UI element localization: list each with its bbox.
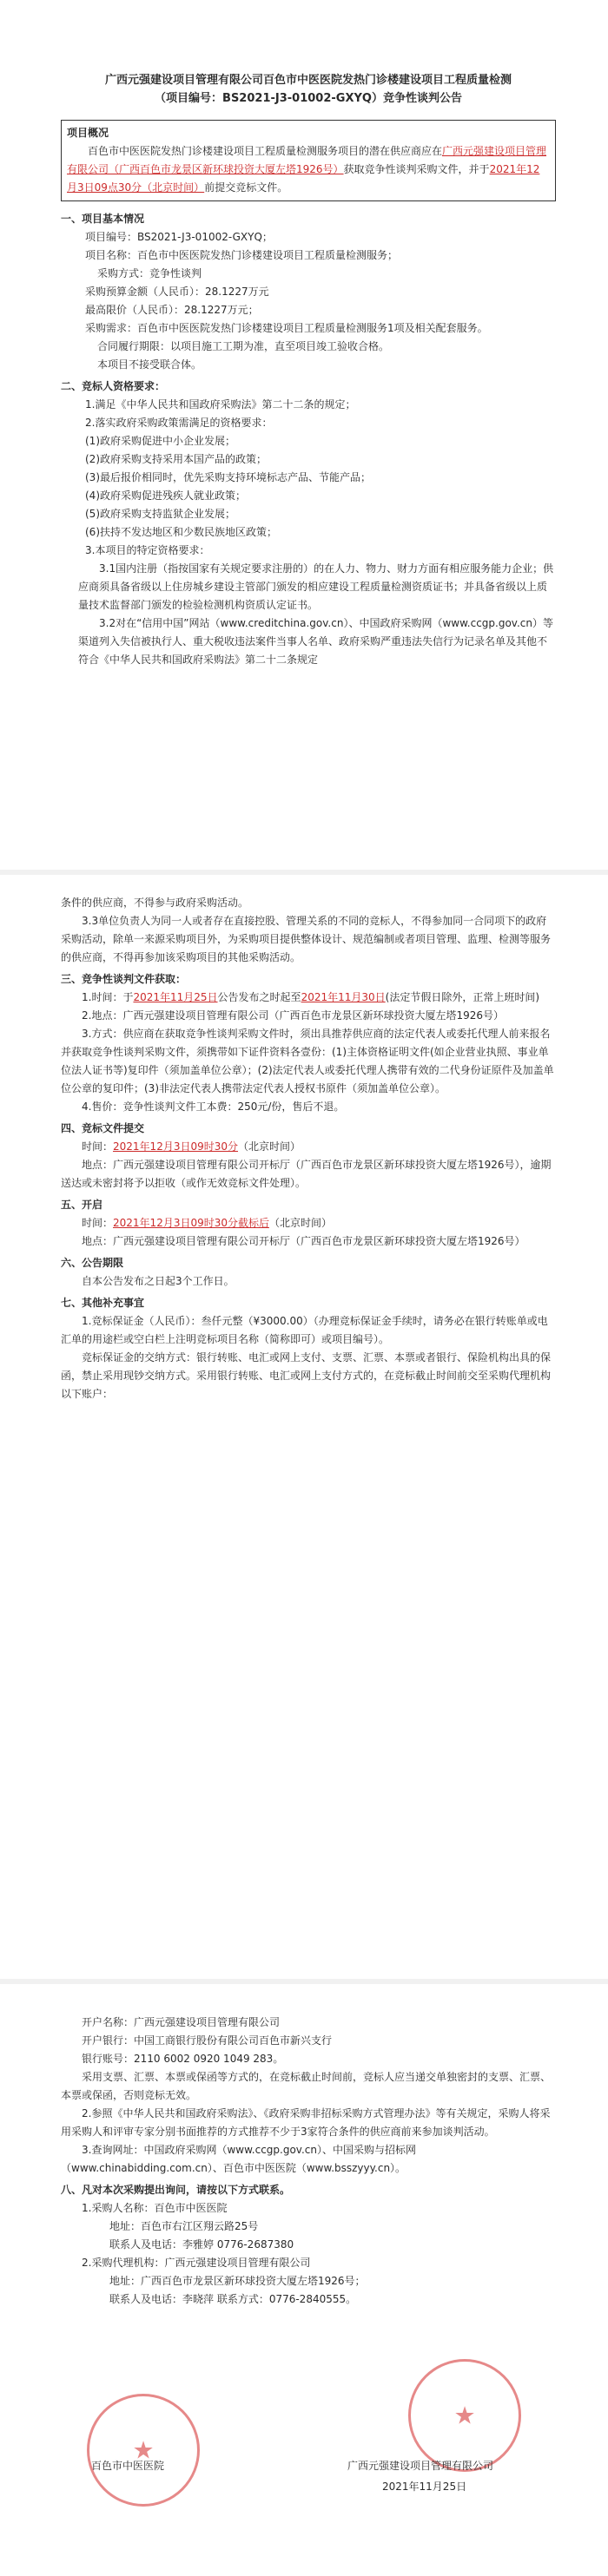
bank-name: 开户银行：中国工商银行股份有限公司百色市新兴支行 (82, 2034, 333, 2047)
sec1-line: 项目名称：百色市中医医院发热门诊楼建设项目工程质量检测服务； (85, 249, 399, 261)
sec3-heading: 三、竞争性谈判文件获取： (61, 973, 187, 985)
sec1-line: 合同履行期限：以项目施工工期为准，直至项目竣工验收合格。 (97, 340, 390, 352)
sec2-line: 1.满足《中华人民共和国政府采购法》第二十二条的规定； (85, 398, 356, 411)
sec4-time-post: （北京时间） (238, 1140, 301, 1153)
sec2-line: 3.本项目的特定资格要求： (85, 544, 210, 556)
overview-box (61, 120, 556, 201)
sec3-time-post: (法定节假日除外，正常上班时间) (385, 991, 540, 1003)
sec2-line: (1)政府采购促进中小企业发展； (85, 435, 235, 447)
signature-date: 2021年11月25日 (382, 2481, 467, 2493)
page-3 (0, 1988, 608, 2576)
continued-text: 条件的供应商，不得参与政府采购活动。 (61, 897, 249, 909)
seal-star-icon: ★ (132, 2435, 155, 2465)
buyer-name: 1.采购人名称：百色市中医医院 (82, 2202, 228, 2214)
sec1-line: 采购预算金额（人民币）：28.1227万元 (85, 286, 269, 298)
sec3-time-mid: 公告发布之时起至 (217, 991, 301, 1003)
sec5-heading: 五、开启 (61, 1199, 103, 1211)
sec4-place: 地点：广西元强建设项目管理有限公司开标厅（广西百色市龙景区新环球投资大厦左塔1926号），逾期送达或未密封将予以拒收（或作无效竞标文件处理）。 (61, 1159, 552, 1189)
sec2-line: 2.落实政府采购政策需满足的资格要求： (85, 417, 273, 429)
buyer-contact: 联系人及电话：李雅婷 0776-2687380 (109, 2238, 294, 2251)
signature-buyer: 百色市中医医院 (91, 2460, 165, 2472)
sec5-place: 地点：广西元强建设项目管理有限公司开标厅（广西百色市龙景区新环球投资大厦左塔1926号） (82, 1235, 525, 1247)
page-2-content (61, 894, 556, 1403)
sec1-heading: 一、项目基本情况 (61, 213, 145, 225)
sec1-line: 最高限价（人民币）：28.1227万元； (85, 304, 259, 316)
page-1 (0, 0, 608, 868)
sec3-place: 2.地点：广西元强建设项目管理有限公司（广西百色市龙景区新环球投资大厦左塔1926号） (82, 1009, 504, 1022)
sec5-time (61, 1214, 556, 1232)
sec3-time-pre: 1.时间：于 (82, 991, 134, 1003)
page-2 (0, 877, 608, 1970)
agent-address: 地址：广西百色市龙景区新环球投资大厦左塔1926号； (109, 2275, 366, 2287)
sec5-time-value: 2021年12月3日09时30分截标后 (113, 1217, 269, 1229)
sec3-method: 3.方式：供应商在获取竞争性谈判采购文件时，须出具推荐供应商的法定代表人或委托代理人前来报名并获取竞争性谈判采购文件，须携带如下证件资料各壹份：(1)主体资格证明文件(如企业营业执照、事业单位法人证书等)复印件（须加盖单位公章）；(2)法定代表人或委托代理人携带有效的二代身份证原件及加盖单位公章的复印件；(3)非法定代表人携带法定代表人授权书原件（须加盖单位公章）。 (61, 1028, 554, 1094)
sec2-line: (4)政府采购促进残疾人就业政策； (85, 490, 246, 502)
doc-title-line2: （项目编号：BS2021-J3-01002-GXYQ）竞争性谈判公告 (155, 92, 462, 105)
buyer-address: 地址：百色市右江区翔云路25号 (109, 2220, 259, 2232)
sec7-deposit: 1.竞标保证金（人民币）：叁仟元整（¥3000.00）（办理竞标保证金手续时，请务必在银行转账单或电汇单的用途栏或空白栏上注明竞标项目名称（简称即可）或项目编号）。 (61, 1315, 548, 1345)
overview-company-link[interactable]: 广西元强建设项目管理有限公司（广西百色市龙景区新环球投资大厦左塔1926号） (67, 145, 547, 175)
buyer-seal (87, 2394, 200, 2507)
account-number: 银行账号：2110 6002 0920 1049 283。 (82, 2053, 284, 2065)
overview-label: 项目概况 (67, 127, 109, 139)
agent-name: 2.采购代理机构：广西元强建设项目管理有限公司 (82, 2257, 311, 2269)
page-separator (0, 1979, 608, 1984)
seal-star-icon: ★ (453, 2401, 476, 2430)
sec2-line: (5)政府采购支持监狱企业发展； (85, 508, 235, 520)
sec2-line: (6)扶持不发达地区和少数民族地区政策； (85, 526, 277, 538)
doc-title-line1: 广西元强建设项目管理有限公司百色市中医医院发热门诊楼建设项目工程质量检测 (104, 74, 512, 87)
sec2-line: (2)政府采购支持采用本国产品的政策； (85, 453, 267, 465)
sec1-line: 采购需求：百色市中医医院发热门诊楼建设项目工程质量检测服务1项及相关配套服务。 (85, 322, 488, 334)
agent-contact: 联系人及电话：李晓萍 联系方式：0776-2840555。 (109, 2293, 357, 2305)
page-3-content (61, 2014, 556, 2309)
sec2-heading: 二、竞标人资格要求： (61, 380, 166, 392)
sec1-line: 采购方式：竞争性谈判 (97, 267, 202, 279)
sec2-line: 3.1国内注册（指按国家有关规定要求注册的）的在人力、物力、财力方面有相应服务能力企业；供应商须具备省级以上住房城乡建设主管部门颁发的相应建设工程质量检测资质证书；并具备省级以上质量技术监督部门颁发的检验检测机构资质认定证书。 (78, 562, 554, 611)
sec8-heading: 八、凡对本次采购提出询问，请按以下方式联系。 (61, 2184, 291, 2196)
sec4-time-value: 2021年12月3日09时30分 (113, 1140, 238, 1153)
overview-text (67, 142, 550, 197)
account-name: 开户名称：广西元强建设项目管理有限公司 (82, 2016, 281, 2028)
signature-agent: 广西元强建设项目管理有限公司 (347, 2460, 494, 2472)
sec3-time-end: 2021年11月30日 (301, 991, 386, 1003)
agent-seal (408, 2359, 521, 2472)
sec3-time-start: 2021年11月25日 (133, 991, 218, 1003)
sec4-time (61, 1138, 556, 1156)
sec2-line: 3.2对在“信用中国”网站（www.creditchina.gov.cn）、中国政府采购网（www.ccgp.gov.cn）等渠道列入失信被执行人、重大税收违法案件当事人名单、政府采购严重违法失信行为记录名单及其他不符合《中华人民共和国政府采购法》第二十二条规定 (78, 617, 553, 666)
sec2-extra: 3.3单位负责人为同一人或者存在直接控股、管理关系的不同的竞标人，不得参加同一合同项下的政府采购活动，除单一来源采购项目外，为采购项目提供整体设计、规范编制或者项目管理、监理、检测等服务的供应商，不得再参加该采购项目的其他采购活动。 (61, 915, 552, 963)
other-forms: 采用支票、汇票、本票或保函等方式的，在竞标截止时间前，竞标人应当递交单独密封的支票、汇票、本票或保函，否则竞标无效。 (61, 2071, 552, 2101)
media-sites: 3.查询网址：中国政府采购网（www.ccgp.gov.cn）、中国采购与招标网（www.chinabidding.com.cn）、百色市中医医院（www.bsszyyy.cn）。 (61, 2144, 416, 2174)
sec5-time-pre: 时间： (82, 1217, 114, 1229)
sec4-heading: 四、竞标文件提交 (61, 1122, 145, 1134)
sec3-price: 4.售价：竞争性谈判文件工本费：250元/份，售后不退。 (82, 1101, 345, 1113)
sec7-heading: 七、其他补充事宜 (61, 1297, 145, 1309)
overview-text-b: 获取竞争性谈判采购文件，并于 (343, 163, 490, 175)
sec1-line: 本项目不接受联合体。 (97, 358, 202, 371)
overview-text-c: 前提交竞标文件。 (204, 181, 288, 194)
method-note: 2.参照《中华人民共和国政府采购法》、《政府采购非招标采购方式管理办法》等有关规定，采购人将采用采购人和评审专家分别书面推荐的方式推荐不少于3家符合条件的供应商前来参加谈判活动。 (61, 2107, 551, 2138)
sec1-line: 项目编号：BS2021-J3-01002-GXYQ； (85, 231, 273, 243)
page-separator (0, 870, 608, 875)
sec4-time-pre: 时间： (82, 1140, 114, 1153)
sec7-form: 竞标保证金的交纳方式：银行转账、电汇或网上支付、支票、汇票、本票或者银行、保险机构出具的保函，禁止采用现钞交纳方式。采用银行转账、电汇或网上支付方式的，在竞标截止时间前交至采购代理机构以下账户： (61, 1351, 552, 1400)
sec6-heading: 六、公告期限 (61, 1257, 124, 1269)
sec2-line: (3)最后报价相同时，优先采购支持环境标志产品、节能产品； (85, 471, 372, 483)
overview-deadline: 2021年12月3日09点30分（北京时间） (67, 163, 540, 194)
page-1-content (61, 71, 556, 669)
overview-text-a: 百色市中医医院发热门诊楼建设项目工程质量检测服务项目的潜在供应商应在 (88, 145, 443, 157)
sec6-text: 自本公告发布之日起3个工作日。 (82, 1275, 235, 1287)
sec3-time (61, 989, 556, 1007)
sec5-time-post: （北京时间） (269, 1217, 333, 1229)
